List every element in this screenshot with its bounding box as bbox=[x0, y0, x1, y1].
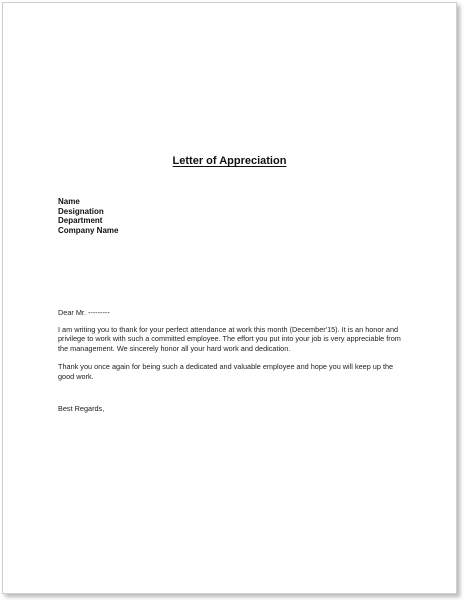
recipient-company: Company Name bbox=[58, 225, 119, 235]
letter-body bbox=[58, 308, 408, 414]
recipient-designation: Designation bbox=[58, 206, 104, 216]
salutation: Dear Mr. --------- bbox=[58, 308, 110, 317]
recipient-department: Department bbox=[58, 216, 103, 225]
paragraph-2: Thank you once again for being such a dedicated and valuable employee and hope you will keep up the good work. bbox=[58, 362, 394, 381]
recipient-name: Name bbox=[58, 197, 80, 206]
paragraph-1: I am writing you to thank for your perfect attendance at work this month (December'15). It is an honor and privilege to work with such a committed employee. The effort you put into your job is very appreciable from the management. We sincerely honor all your hard work and dedication. bbox=[58, 324, 401, 353]
letter-title bbox=[3, 155, 456, 167]
recipient-block bbox=[58, 197, 118, 235]
letter-title-text: Letter of Appreciation bbox=[172, 155, 287, 167]
document-page bbox=[2, 2, 457, 594]
closing: Best Regards, bbox=[58, 404, 105, 413]
